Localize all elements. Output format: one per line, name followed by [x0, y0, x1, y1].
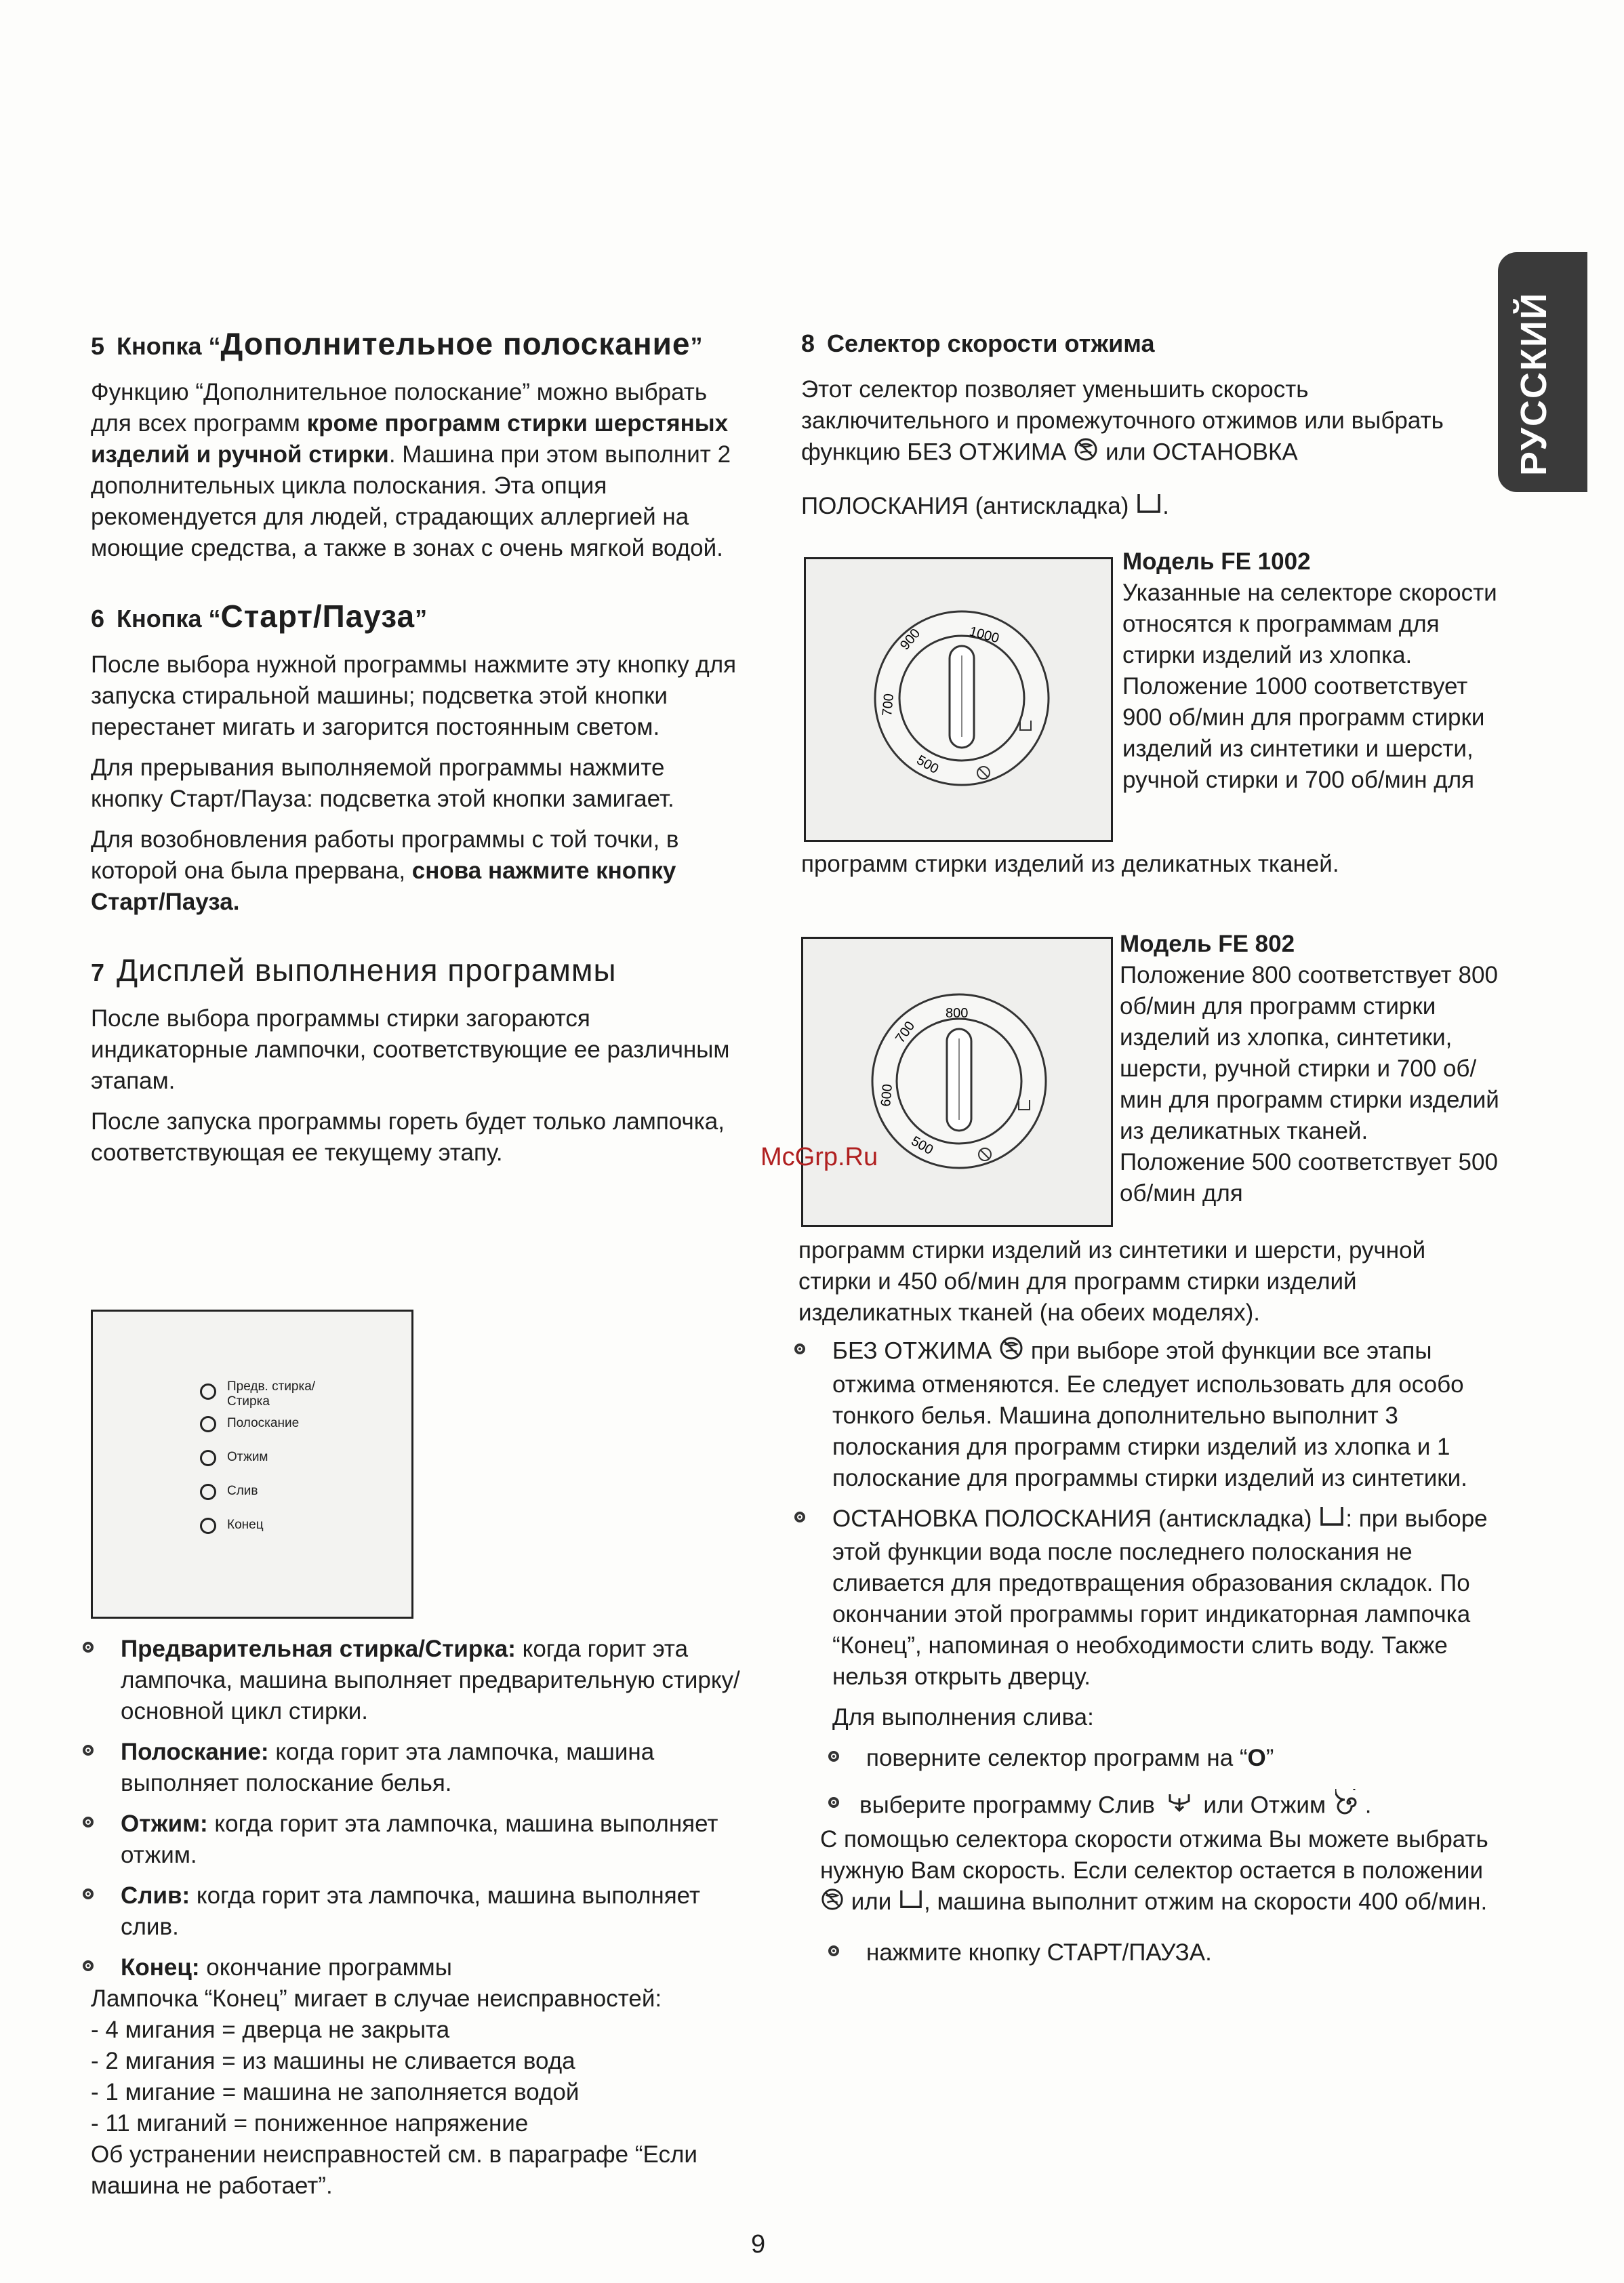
left-bullets [81, 1634, 746, 2202]
indicator-end: Конец [200, 1518, 329, 1552]
section-7-title: 7 Дисплей выполнения программы [91, 952, 617, 988]
section-6-p1: После выбора нужной программы нажмите эту кнопку для запуска стиральной машины; подсветка этой кнопки перестанет мигать и загорится постоянным светом. [91, 651, 737, 740]
dial-figure-fe802 [801, 937, 1113, 1227]
section-7-p2: После запуска программы гореть будет только лампочка, соответствующая ее текущему этапу. [91, 1108, 725, 1166]
indicator-prewash: Предв. стирка/ Стирка [200, 1379, 329, 1416]
dial2-label-800: 800 [946, 1006, 969, 1021]
section-6-title: 6 Кнопка “Старт/Пауза” [91, 599, 428, 634]
section-5-text: Функцию “Дополнительное полоскание” можно выбрать для всех программ кроме программ стирки шерстяных изделий и ручной стирки. Машина при этом выполнит 2 дополнительных цикла полоскания. Эта опция рекомендуется для людей, страдающих аллергией на моющие средства, а также в зонах с очень мягкой водой. [91, 379, 731, 561]
indicator-rinse: Полоскание [200, 1416, 329, 1450]
rinse-hold-icon-2 [1318, 1504, 1345, 1537]
section-8-title: 8 Селектор скорости отжима [801, 329, 1155, 357]
right-bullets [793, 1335, 1498, 1978]
dial2-label-600: 600 [878, 1083, 895, 1108]
indicator-drain: Слив [200, 1484, 329, 1518]
section-6-p3: Для возобновления работы программы с той точки, в которой она была прервана, снова нажмите кнопку Старт/Пауза. [91, 826, 679, 915]
dial-fe1002 [806, 559, 1111, 840]
drain-icon [1166, 1789, 1193, 1824]
bullet-prewash: Предварительная стирка/Стирка: когда горит эта лампочка, машина выполняет предварительную стирку/основной цикл стирки. [81, 1634, 746, 1727]
no-spin-icon-3 [820, 1887, 845, 1920]
section-8-intro: Этот селектор позволяет уменьшить скорость заключительного и промежуточного отжимов или выбрать функцию БЕЗ ОТЖИМА или ОСТАНОВКА [801, 374, 1479, 470]
bullet-rinse: Полоскание: когда горит эта лампочка, машина выполняет полоскание белья. [81, 1737, 746, 1799]
display-panel-figure [91, 1310, 413, 1619]
section-6-p2: Для прерывания выполняемой программы нажмите кнопку Старт/Пауза: подсветка этой кнопки замигает. [91, 754, 674, 812]
language-tab [1498, 252, 1587, 492]
indicator-spin: Отжим [200, 1450, 329, 1484]
dial-fe802 [803, 939, 1111, 1225]
drain-intro: Для выполнения слива: [832, 1703, 1094, 1731]
no-spin-icon [1073, 437, 1099, 470]
language-tab-label: РУССКИЙ [1514, 291, 1554, 476]
dial1-label-900: 900 [897, 626, 924, 653]
model-fe1002-text: Модель FE 1002 Указанные на селекторе скорости относятся к программам для стирки изделий из хлопка. Положение 1000 соответствует 900 об/мин для программ стирки изделий из синтетики и шерсти, ручной стирки и 700 об/мин для [1122, 548, 1497, 793]
section-5-title: 5 Кнопка “Дополнительное полоскание” [91, 326, 703, 361]
bullet-spin: Отжим: когда горит эта лампочка, машина выполняет отжим. [81, 1809, 746, 1871]
section-8-intro2: ПОЛОСКАНИЯ (антискладка) . [801, 491, 1479, 524]
watermark: McGrp.Ru [760, 1143, 878, 1171]
section-7-p1: После выбора программы стирки загораются индикаторные лампочки, соответствующие ее различным этапам. [91, 1005, 730, 1094]
bullet-rinse-hold: ОСТАНОВКА ПОЛОСКАНИЯ (антискладка) : при выборе этой функции вода после последнего полоскания не сливается для предотвращения образования складок. По окончании этой программы горит индикаторная лампочка “Конец”, напоминая о необходимости слить воду. Также нельзя открыть дверцу. [793, 1503, 1498, 1693]
dial1-label-700: 700 [880, 693, 897, 717]
model-fe802-text: Модель FE 802 Положение 800 соответствует 800 об/мин для программ стирки изделий из хлопка, синтетики, шерсти, ручной стирки и 700 об/мин для программ стирки изделий из деликатных тканей. Положение 500 соответствует 500 об/мин для [1120, 931, 1499, 1207]
drain-step-3: нажмите кнопку СТАРТ/ПАУЗА. [827, 1937, 1498, 1968]
drain-step-1: поверните селектор программ на “O” [827, 1743, 1498, 1774]
bullet-no-spin: БЕЗ ОТЖИМА при выборе этой функции все этапы отжима отменяются. Ее следует использовать для особо тонкого белья. Машина дополнительно выполнит 3 полоскания для программ стирки изделий из хлопка и 1 полоскание для программы стирки изделий из синтетики. [793, 1335, 1498, 1494]
spin-icon [1335, 1789, 1362, 1824]
bullet-end: Конец: окончание программы [81, 1952, 746, 1983]
drain-step-2: выберите программу Слив или Отжим . С помощью селектора скорости отжима Вы можете выбрать нужную Вам скорость. Если селектор остается в положении или , машина выполнит отжим на скорости 400 об/мин. [827, 1789, 1498, 1920]
right-column-top [801, 328, 1479, 533]
dial1-label-500: 500 [914, 752, 941, 777]
left-column [91, 328, 742, 1178]
bullet-drain: Слив: когда горит эта лампочка, машина выполняет слив. [81, 1880, 746, 1943]
rinse-hold-icon-3 [898, 1888, 924, 1919]
page-number: 9 [751, 2230, 766, 2259]
dial-figure-fe1002 [804, 557, 1113, 842]
rinse-hold-icon [1135, 491, 1162, 524]
dial1-label-1000: 1000 [967, 624, 1001, 647]
dial2-label-500: 500 [908, 1133, 936, 1158]
panel-indicators [200, 1379, 329, 1552]
error-list: Лампочка “Конец” мигает в случае неисправностей: - 4 мигания = дверца не закрыта - 2 мигания = из машины не сливается вода - 1 мигание = машина не заполняется водой - 11 миганий = пониженное напряжение Об устранении неисправностей см. в параграфе “Если машина не работает”. [91, 1985, 697, 2199]
model-fe802-tail: программ стирки изделий из синтетики и шерсти, ручной стирки и 450 об/мин для программ стирки изделий изделикатных тканей (на обеих моделях). [798, 1237, 1426, 1326]
dial2-label-700: 700 [893, 1018, 918, 1046]
no-spin-icon-2 [998, 1335, 1024, 1369]
model-fe1002-tail: программ стирки изделий из деликатных тканей. [801, 851, 1339, 877]
